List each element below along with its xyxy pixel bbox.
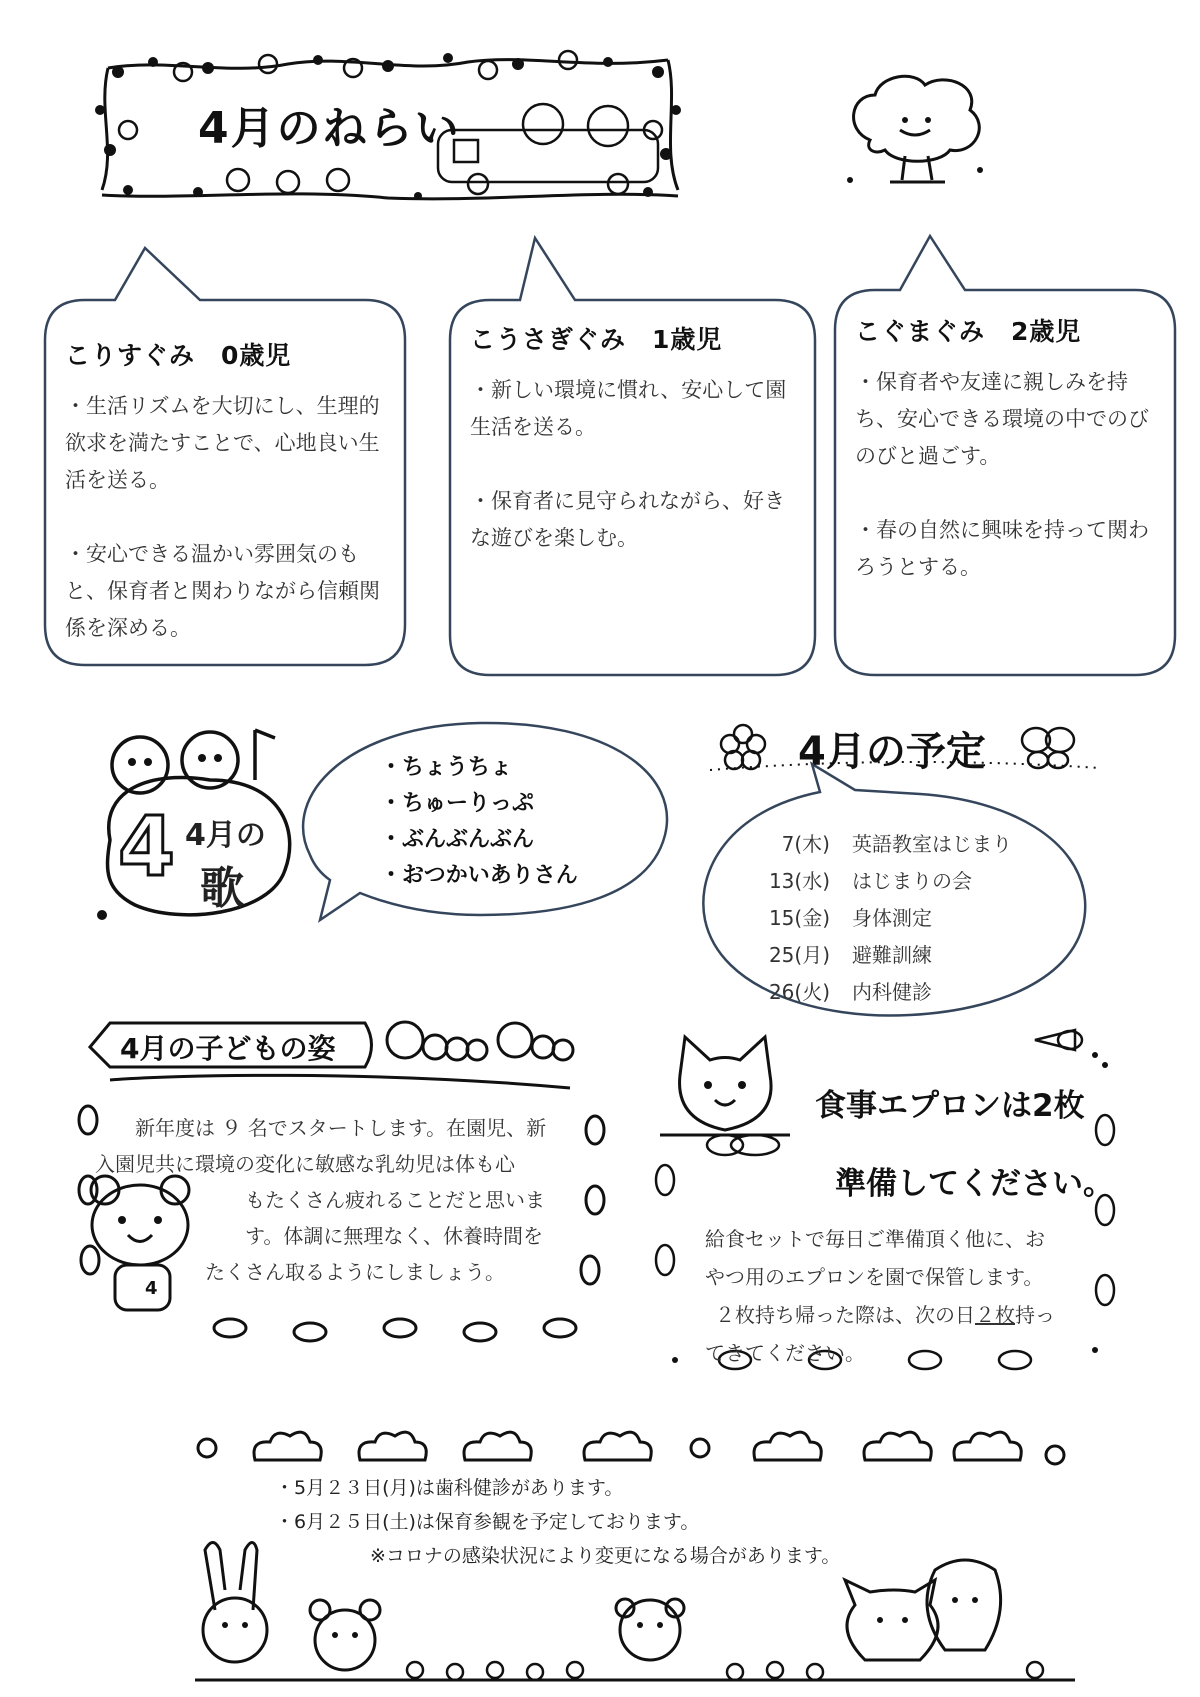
song-badge-line1: 4月の — [185, 818, 266, 853]
children-line: 新年度は ９ 名でスタートします。在園児、新 — [135, 1116, 547, 1140]
apron-text — [705, 1220, 1105, 1372]
schedule-event: はじまりの会 — [852, 869, 972, 893]
schedule-row — [760, 939, 932, 968]
animals-flower-border-icon — [195, 1530, 1075, 1690]
group-card-kuma — [855, 312, 1165, 586]
apron-line: やつ用のエプロンを園で保管します。 — [705, 1265, 1044, 1289]
song-list — [380, 750, 578, 894]
apron-line: 給食セットで毎日ご準備頂く他に、お — [705, 1227, 1045, 1251]
schedule-row — [760, 828, 1012, 857]
apron-line — [705, 1296, 1105, 1334]
song-item: ・おつかいありさん — [380, 863, 578, 888]
group-title: こうさぎぐみ 1歳児 — [470, 325, 723, 354]
schedule-row — [760, 902, 932, 931]
apron-title-line1: 食事エプロンは2枚 — [815, 1088, 1085, 1124]
children-text — [95, 1110, 575, 1290]
group-card-usagi — [470, 320, 805, 557]
song-item: ・ちょうちょ — [380, 755, 513, 780]
apron-underline: ２枚 — [975, 1303, 1015, 1327]
song-badge-big: 4 — [118, 800, 176, 895]
group-item: ・新しい環境に慣れ、安心して園生活を送る。 — [470, 378, 787, 439]
song-badge-line2: 歌 — [200, 863, 244, 914]
group-item: ・保育者や友達に親しみを持ち、安心できる環境の中でのびのびと過ごす。 — [855, 370, 1149, 468]
schedule-date: 13(水) — [768, 869, 830, 893]
apron-line-end: 持っ — [1015, 1303, 1055, 1327]
group-item: ・生活リズムを大切にし、生理的欲求を満たすことで、心地良い生活を送る。 — [65, 394, 380, 492]
children-line: す。体調に無理なく、休養時間を — [245, 1224, 543, 1248]
children-line: 入園児共に環境の変化に敏感な乳幼児は体も心 — [95, 1152, 515, 1176]
group-title: こぐまぐみ 2歳児 — [855, 317, 1082, 346]
notice-item: ・6月２５日(土)は保育参観を予定しております。 — [275, 1511, 700, 1533]
schedule-row — [760, 865, 972, 894]
song-item: ・ぶんぶんぶん — [380, 827, 535, 852]
schedule-event: 内科健診 — [852, 980, 932, 1004]
schedule-list — [760, 828, 1080, 1028]
group-item: ・安心できる温かい雰囲気のもと、保育者と関わりながら信頼関係を深める。 — [65, 542, 380, 640]
notice-item: ・5月２３日(月)は歯科健診があります。 — [275, 1477, 624, 1499]
cloud-row-icon — [195, 1420, 1075, 1480]
schedule-event: 避難訓練 — [852, 943, 932, 967]
bear-badge: 4 — [145, 1278, 158, 1299]
schedule-row — [760, 976, 932, 1005]
schedule-date: 25(月) — [768, 943, 830, 967]
children-title: 4月の子どもの姿 — [120, 1032, 336, 1065]
schedule-date: 15(金) — [768, 906, 830, 930]
group-item: ・保育者に見守られながら、好きな遊びを楽しむ。 — [470, 489, 785, 550]
apron-title-line2: 準備してください。 — [835, 1166, 1114, 1202]
schedule-event: 英語教室はじまり — [852, 832, 1012, 856]
group-card-risu — [65, 336, 395, 647]
schedule-title: 4月の予定 — [798, 729, 986, 775]
apron-line: てきてください。 — [705, 1341, 865, 1365]
schedule-date: 26(火) — [768, 980, 830, 1004]
group-item: ・春の自然に興味を持って関わろうとする。 — [855, 518, 1149, 579]
group-title: こりすぐみ 0歳児 — [65, 341, 292, 370]
children-line: もたくさん疲れることだと思いま — [245, 1188, 545, 1212]
schedule-event: 身体測定 — [852, 906, 932, 930]
notice-item: ※コロナの感染状況により変更になる場合があります。 — [370, 1545, 841, 1567]
schedule-date: 7(木) — [781, 832, 830, 856]
page-title: 4月のねらい — [198, 103, 461, 154]
song-item: ・ちゅーりっぷ — [380, 791, 535, 816]
apron-line-start: ２枚持ち帰った際は、次の日 — [715, 1303, 975, 1327]
children-line: たくさん取るようにしましょう。 — [205, 1260, 505, 1284]
